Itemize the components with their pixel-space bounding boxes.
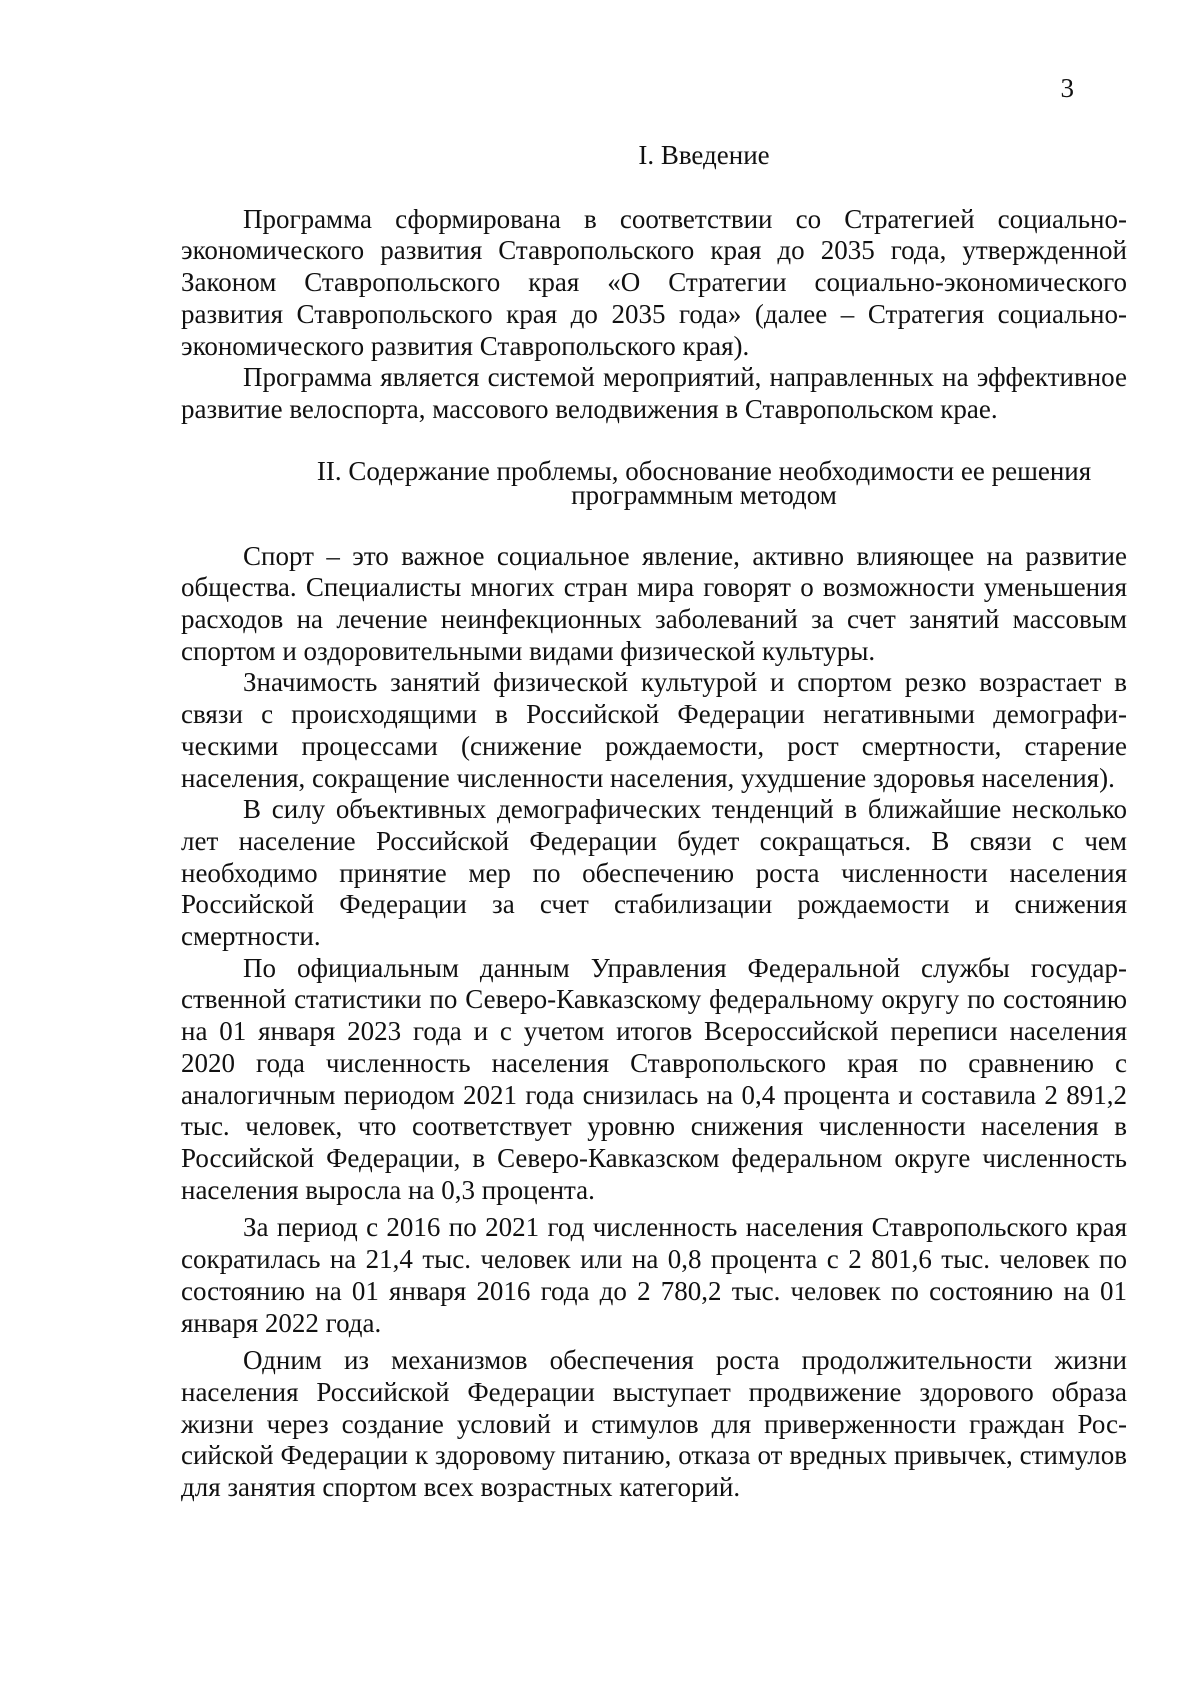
section-heading-line: программным методом — [571, 479, 837, 510]
document-body — [181, 140, 1127, 1504]
paragraph: Спорт – это важное социальное явление, активно влияющее на развитие общества. Специалисты многих стран мира говорят о возможности уменьшения расходов на лечение неинфекционных заболеваний за счет занятий массовым спортом и оздоровительными видами физической культуры. — [181, 540, 1127, 666]
paragraph: Одним из механизмов обеспечения роста продолжительности жизни населения Российской Федерации выступает продвижение здорового образа жизни через создание условий и стимулов для приверженности граждан Российской Федерации к здоровому питанию, отказа от вредных привычек, стимулов для занятия спортом всех возрастных категорий. — [181, 1345, 1127, 1503]
paragraph: По официальным данным Управления Федеральной службы государственной статистики по Северо-Кавказскому федеральному округу по состоянию на 01 января 2023 года и с учетом итогов Всероссийской переписи населения 2020 года численность населения Ставропольского края по сравнению с аналогичным периодом 2021 года снизилась на 0,4 процента и составила 2 891,2 тыс. человек, что соответствует уровню снижения численности населения в Российской Федерации, в Северо-Кавказском федеральном округе численность населения выросла на 0,3 процента. — [181, 952, 1127, 1205]
paragraph: За период с 2016 по 2021 год численность населения Ставропольского края сократилась на 21,4 тыс. человек или на 0,8 процента с 2 801,6 тыс. человек по состоянию на 01 января 2016 года до 2 780,2 тыс. человек по состоянию на 01 января 2022 года. — [181, 1212, 1127, 1338]
paragraph: Программа является системой мероприятий, направленных на эффективное развитие велоспорта, массового велодвижения в Ставропольском крае. — [181, 362, 1127, 424]
paragraph: Программа сформирована в соответствии со Стратегией социально-экономического развития Ставропольского края до 2035 года, утвержденной Законом Ставропольского края «О Стратегии социально-экономического развития Ставропольского края до 2035 года» (далее – Стратегия социально-экономического развития Ставропольского края). — [181, 203, 1127, 361]
section-heading-problem — [281, 455, 1127, 510]
section-heading-introduction: I. Введение — [638, 140, 770, 170]
paragraph: Значимость занятий физической культурой и спортом резко возрастает в связи с происходящими в Российской Федерации негативными демографическими процессами (снижение рождаемости, рост смертности, старение населения, сокращение численности населения, ухудшение здоровья населения). — [181, 667, 1127, 793]
page-number: 3 — [1060, 73, 1074, 103]
paragraph: В силу объективных демографических тенденций в ближайшие несколько лет население Российской Федерации будет сокращаться. В связи с чем необходимо принятие мер по обеспечению роста численности населения Российской Федерации за счет стабилизации рождаемости и снижения смертности. — [181, 794, 1127, 952]
section-heading-line: II. Содержание проблемы, обоснование необходимости ее решения — [316, 455, 1092, 486]
